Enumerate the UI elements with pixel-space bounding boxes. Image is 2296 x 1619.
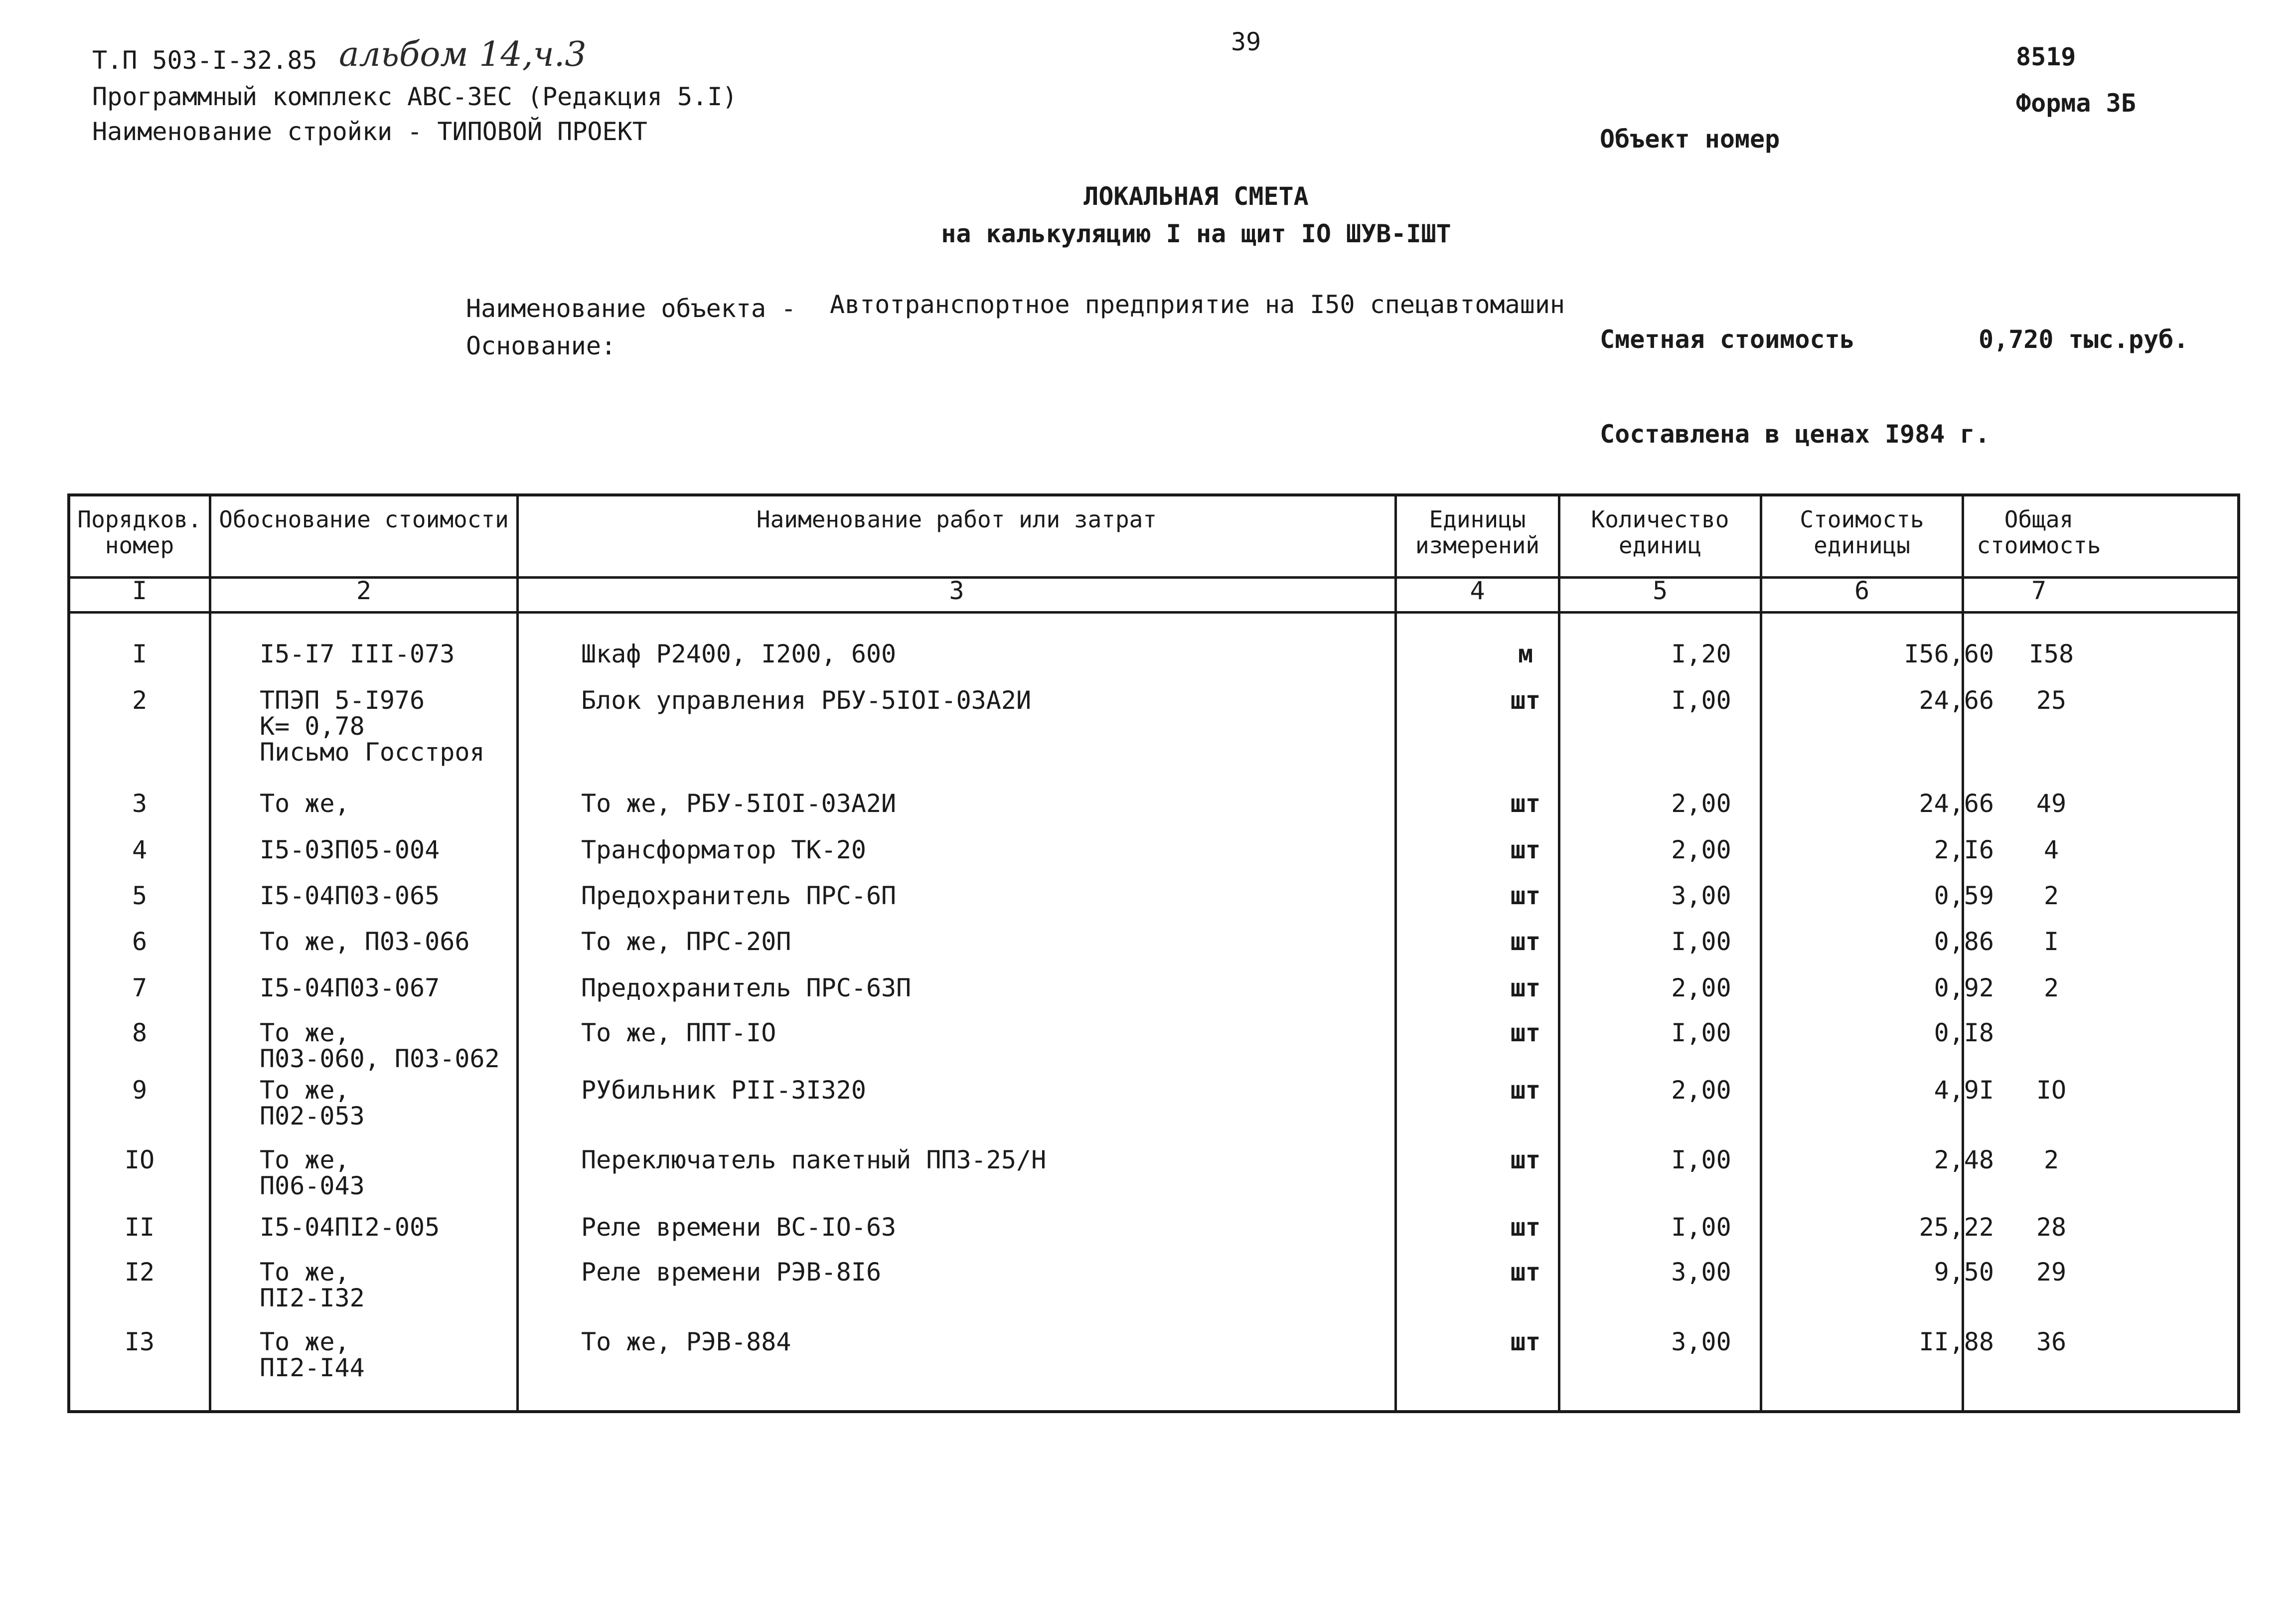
row-number: 3	[132, 789, 148, 818]
cost-basis: I5-04П03-067	[260, 973, 440, 1002]
estimated-cost-label: Сметная стоимость	[1600, 325, 1855, 354]
unit: шт	[1510, 1258, 1541, 1287]
row-number: 8	[132, 1018, 148, 1047]
unit: шт	[1510, 973, 1541, 1002]
header-total-cost: Общая стоимость	[1977, 506, 2101, 559]
construction-label: Наименование стройки - ТИПОВОЙ ПРОЕКТ	[92, 117, 647, 146]
album-note: альбом 14,ч.3	[339, 35, 587, 74]
header-order-number: Порядков. номер	[77, 506, 202, 559]
header-work-name: Наименование работ или затрат	[756, 506, 1157, 533]
form-label: Форма 3Б	[2016, 89, 2136, 118]
unit-cost: 0,59	[1934, 881, 1994, 910]
row-number: II	[124, 1213, 155, 1242]
estimated-cost-value: 0,720 тыс.руб.	[1979, 325, 2189, 354]
total-cost: 4	[2043, 835, 2059, 864]
unit-cost: 0,86	[1934, 927, 1994, 956]
cost-basis: I5-I7 III-073	[260, 640, 455, 668]
work-name: То же, РЭВ-884	[581, 1327, 791, 1356]
unit-cost: 2,48	[1934, 1145, 1994, 1174]
work-name: Трансформатор ТК-20	[581, 835, 866, 864]
quantity: 3,00	[1671, 1327, 1731, 1356]
cost-basis: I5-03П05-004	[260, 835, 440, 864]
header-cost-basis: Обоснование стоимости	[219, 506, 509, 533]
unit: шт	[1510, 1213, 1541, 1242]
quantity: I,00	[1671, 1018, 1731, 1047]
col-number: 2	[356, 576, 372, 605]
quantity: 2,00	[1671, 973, 1731, 1002]
work-name: Блок управления РБУ-5IOI-03А2И	[581, 686, 1032, 715]
unit: шт	[1510, 789, 1541, 818]
quantity: I,20	[1671, 640, 1731, 668]
col-number: 5	[1652, 576, 1668, 605]
total-cost: 29	[2036, 1258, 2067, 1287]
unit-cost: 24,66	[1919, 789, 1994, 818]
row-number: 4	[132, 835, 148, 864]
unit-cost: 25,22	[1919, 1213, 1994, 1242]
work-name: Переключатель пакетный ПП3-25/Н	[581, 1145, 1047, 1174]
unit: шт	[1510, 835, 1541, 864]
row-number: I3	[124, 1327, 155, 1356]
work-name: Предохранитель ПРС-63П	[581, 973, 912, 1002]
quantity: 3,00	[1671, 881, 1731, 910]
total-cost: 2	[2043, 881, 2059, 910]
cost-basis: То же, П03-066	[260, 927, 470, 956]
unit-cost: 0,92	[1934, 973, 1994, 1002]
row-number: 6	[132, 927, 148, 956]
header-units: Единицы измерений	[1415, 506, 1540, 559]
estimate-table	[67, 493, 2240, 1413]
work-name: Шкаф Р2400, I200, 600	[581, 640, 897, 668]
total-cost: I	[2043, 927, 2059, 956]
quantity: 2,00	[1671, 1076, 1731, 1105]
work-name: То же, ПРС-20П	[581, 927, 791, 956]
col-number: 4	[1470, 576, 1485, 605]
work-name: То же, РБУ-5IOI-03А2И	[581, 789, 897, 818]
unit-cost: I56,60	[1904, 640, 1994, 668]
row-number: 5	[132, 881, 148, 910]
unit: шт	[1510, 1018, 1541, 1047]
unit: шт	[1510, 1076, 1541, 1105]
cost-basis: То же,	[260, 789, 350, 818]
doc-code: Т.П 503-I-32.85	[92, 46, 317, 75]
object-name-value: Автотранспортное предприятие на I50 спецавтомашин	[830, 290, 1565, 319]
work-name: Реле времени ВС-IO-63	[581, 1213, 897, 1242]
total-cost: 2	[2043, 1145, 2059, 1174]
total-cost: I58	[2028, 640, 2074, 668]
row-number: I	[132, 640, 148, 668]
unit: шт	[1510, 686, 1541, 715]
cost-basis: То же, П03-060, П03-062	[260, 1018, 500, 1073]
work-name: РУбильник РII-3I320	[581, 1076, 866, 1105]
unit: шт	[1510, 1145, 1541, 1174]
work-name: Реле времени РЭВ-8I6	[581, 1258, 882, 1287]
basis-label: Основание:	[466, 331, 616, 360]
total-cost: 36	[2036, 1327, 2067, 1356]
row-number: 7	[132, 973, 148, 1002]
header-unit-cost: Стоимость единицы	[1800, 506, 1924, 559]
total-cost: 2	[2043, 973, 2059, 1002]
document-subtitle: на калькуляцию I на щит IO ШУВ-IШТ	[941, 219, 1451, 248]
header-quantity: Количество единиц	[1591, 506, 1729, 559]
unit-cost: 4,9I	[1934, 1076, 1994, 1105]
page-number: 39	[1231, 27, 1261, 56]
quantity: 2,00	[1671, 835, 1731, 864]
unit: м	[1518, 640, 1533, 668]
prices-note: Составлена в ценах I984 г.	[1600, 420, 1990, 449]
cost-basis: ТПЭП 5-I976 К= 0,78 Письмо Госстроя	[260, 686, 485, 767]
total-cost: 28	[2036, 1213, 2067, 1242]
unit-cost: 9,50	[1934, 1258, 1994, 1287]
col-number: 7	[2031, 576, 2047, 605]
row-number: 9	[132, 1076, 148, 1105]
row-number: I2	[124, 1258, 155, 1287]
object-number-label: Объект номер	[1600, 125, 1780, 154]
unit: шт	[1510, 927, 1541, 956]
quantity: 3,00	[1671, 1258, 1731, 1287]
unit-cost: II,88	[1919, 1327, 1994, 1356]
total-cost: IO	[2036, 1076, 2067, 1105]
cost-basis: То же, П06-043	[260, 1145, 365, 1200]
work-name: То же, ППТ-IO	[581, 1018, 776, 1047]
quantity: I,00	[1671, 1145, 1731, 1174]
cost-basis: I5-04П03-065	[260, 881, 440, 910]
object-name-label: Наименование объекта -	[466, 294, 796, 323]
document-title: ЛОКАЛЬНАЯ СМЕТА	[1083, 182, 1309, 211]
total-cost: 25	[2036, 686, 2067, 715]
cost-basis: То же, ПI2-I44	[260, 1327, 365, 1382]
unit: шт	[1510, 1327, 1541, 1356]
program-label: Программный комплекс АВС-ЗЕС (Редакция 5.I)	[92, 82, 738, 111]
unit-cost: 0,I8	[1934, 1018, 1994, 1047]
col-number: 6	[1854, 576, 1870, 605]
unit: шт	[1510, 881, 1541, 910]
row-number: 2	[132, 686, 148, 715]
total-cost: 49	[2036, 789, 2067, 818]
work-name: Предохранитель ПРС-6П	[581, 881, 897, 910]
cost-basis: I5-04ПI2-005	[260, 1213, 440, 1242]
cost-basis: То же, П02-053	[260, 1076, 365, 1131]
quantity: I,00	[1671, 1213, 1731, 1242]
cost-basis: То же, ПI2-I32	[260, 1258, 365, 1312]
row-number: IO	[124, 1145, 155, 1174]
quantity: I,00	[1671, 686, 1731, 715]
quantity: 2,00	[1671, 789, 1731, 818]
quantity: I,00	[1671, 927, 1731, 956]
col-number: I	[132, 576, 148, 605]
col-number: 3	[949, 576, 964, 605]
unit-cost: 24,66	[1919, 686, 1994, 715]
unit-cost: 2,I6	[1934, 835, 1994, 864]
sheet-number: 8519	[2016, 42, 2076, 71]
